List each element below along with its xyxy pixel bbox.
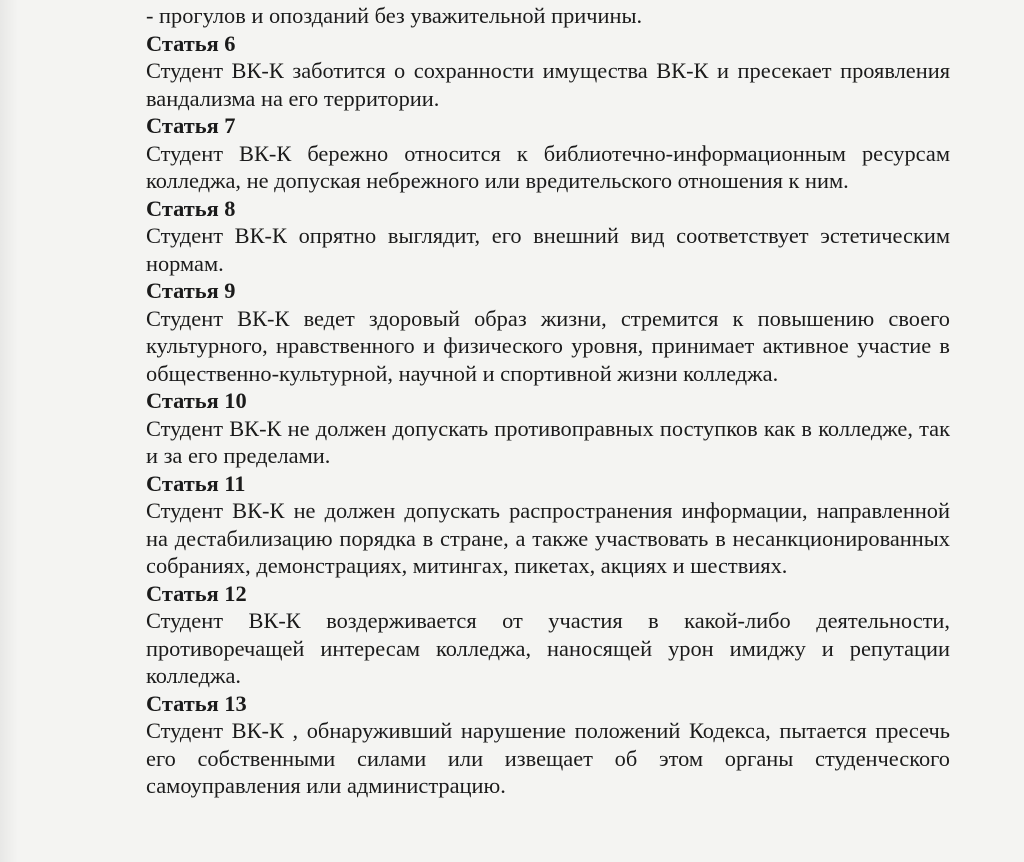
intro-line: - прогулов и опозданий без уважительной причины. [146,3,643,28]
article-heading: Статья 8 [146,195,236,221]
article-10 [146,387,950,470]
scan-shadow [0,0,18,862]
article-heading: Статья 9 [146,278,236,303]
article-9 [146,277,950,387]
article-text: Студент ВК-К бережно относится к библиотечно-информационным ресурсам колледжа, не допуская небрежного или вредительского отношения к ним. [146,140,950,193]
article-text: Студент ВК-К не должен допускать распространения информации, направленной на дестабилизацию порядка в стране, а также участвовать в несанкционированных собраниях, демонстрациях, митингах, пикетах, акциях и шествиях. [146,498,950,578]
article-text: Студент ВК-К не должен допускать противоправных поступков как в колледже, так и за его пределами. [146,415,950,468]
article-heading: Статья 11 [146,470,246,496]
article-heading: Статья 7 [146,113,236,138]
article-heading: Статья 6 [146,30,236,56]
article-text: Студент ВК-К воздерживается от участия в какой-либо деятельности, противоречащей интересам колледжа, наносящей урон имиджу и репутации колледжа. [146,608,950,688]
article-text: Студент ВК-К заботится о сохранности имущества ВК-К и пресекает проявления вандализма на его территории. [146,58,950,111]
article-11 [146,470,950,580]
article-13 [146,690,950,800]
article-8 [146,195,950,278]
article-6 [146,30,950,113]
article-12 [146,580,950,690]
article-heading: Статья 12 [146,580,247,606]
article-heading: Статья 10 [146,388,247,413]
article-heading: Статья 13 [146,690,247,716]
article-text: Студент ВК-К опрятно выглядит, его внешний вид соответствует эстетическим нормам. [146,223,950,276]
article-7 [146,112,950,195]
article-text: Студент ВК-К ведет здоровый образ жизни, стремится к повышению своего культурного, нравственного и физического уровня, принимает активное участие в общественно-культурной, научной и спортивной жизни колледжа. [146,305,950,386]
article-text: Студент ВК-К , обнаруживший нарушение положений Кодекса, пытается пресечь его собственными силами или извещает об этом органы студенческого самоуправления или администрацию. [146,718,950,798]
